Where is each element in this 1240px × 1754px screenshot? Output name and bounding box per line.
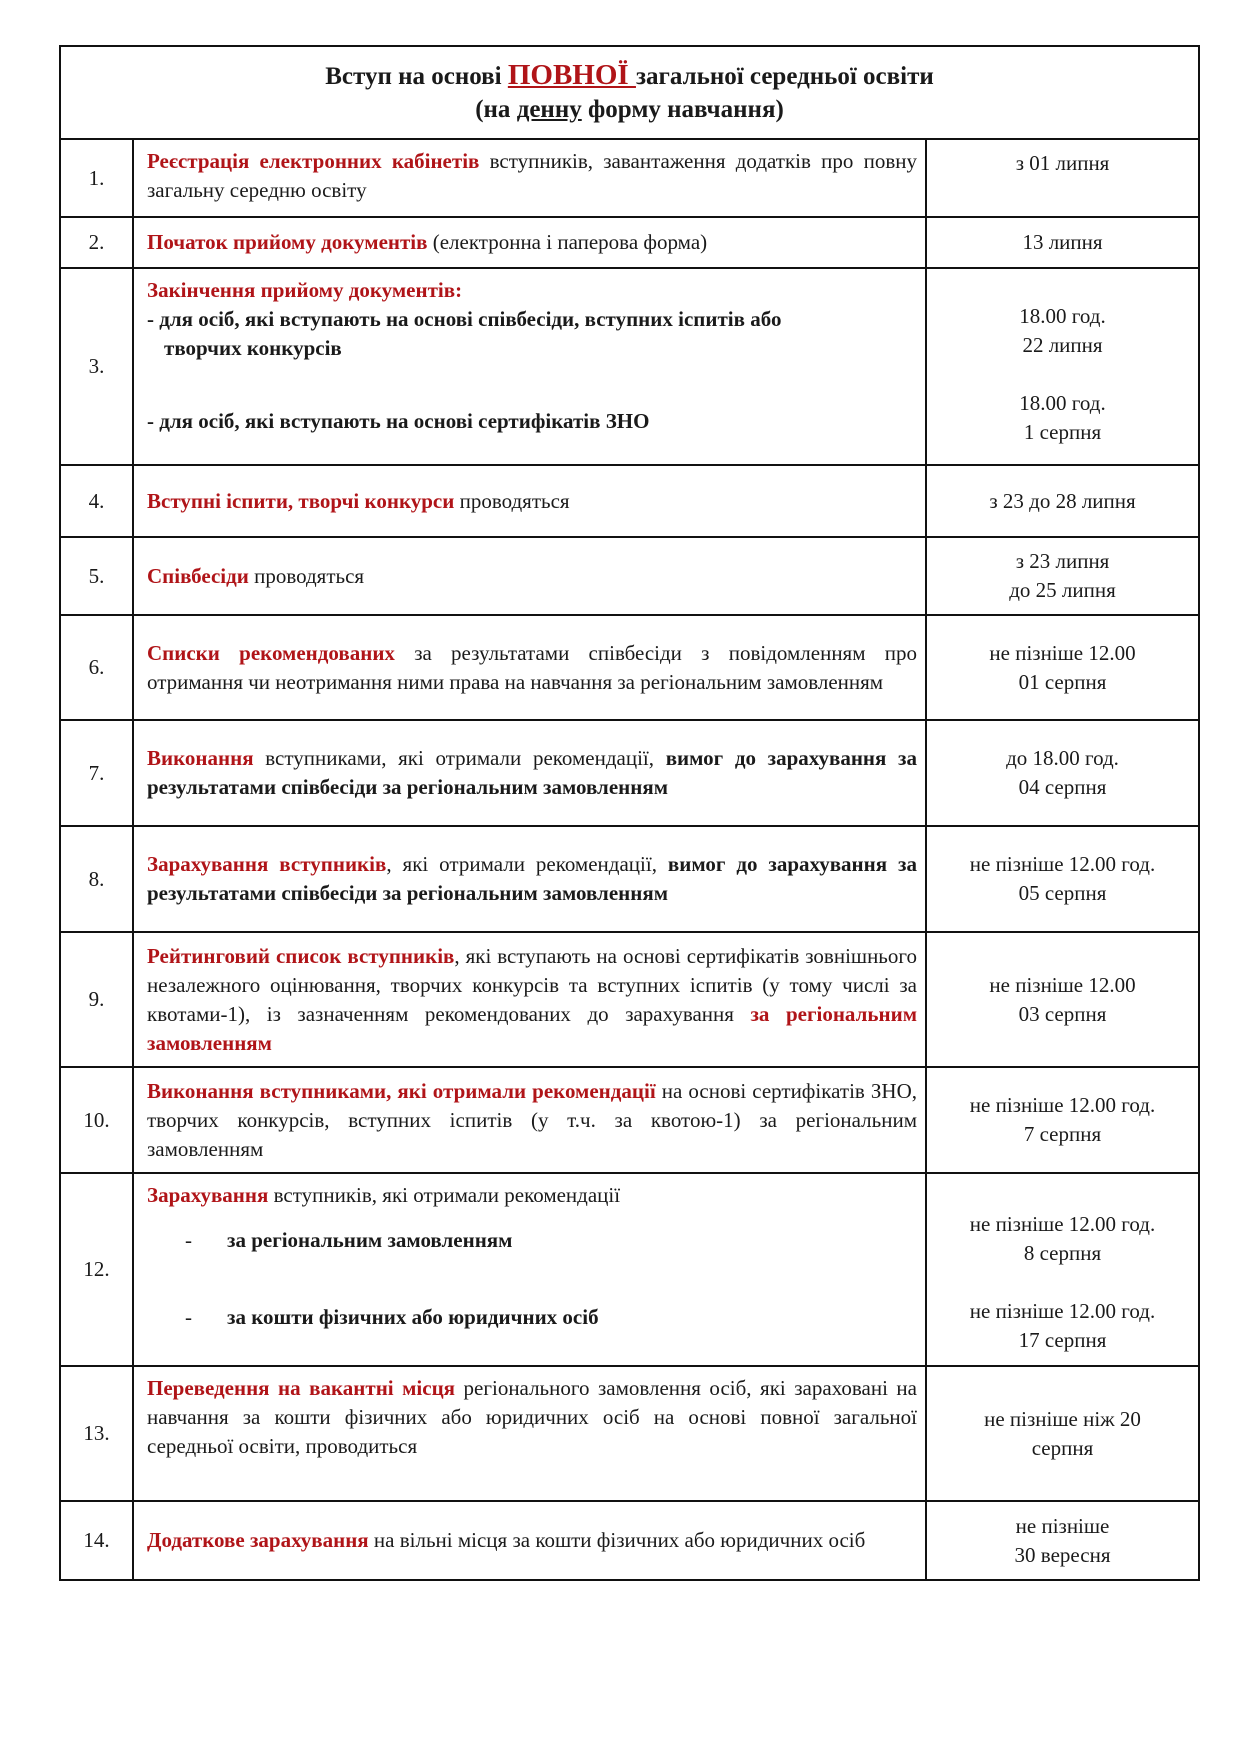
row-description: Зарахування вступників, які отримали рекомендації, вимог до зарахування за результатами співбесіди за регіональним замовленням — [133, 826, 926, 932]
table-title-row — [60, 46, 1199, 139]
admission-schedule-table — [59, 45, 1200, 1581]
row-date: не пізніше 12.00 год. 8 серпня не пізніше 12.00 год. 17 серпня — [926, 1173, 1199, 1366]
row-date: не пізніше 12.00 год. 05 серпня — [926, 826, 1199, 932]
row-date: не пізніше 12.00 03 серпня — [926, 932, 1199, 1067]
row-description: Виконання вступниками, які отримали рекомендації, вимог до зарахування за результатами співбесіди за регіональним замовленням — [133, 720, 926, 826]
row-number: 10. — [60, 1067, 133, 1173]
title-text: Вступ на основі — [325, 63, 508, 90]
subtitle-text: форму навчання) — [581, 96, 784, 123]
table-row — [60, 1067, 1199, 1173]
row-description: Зарахування вступників, які отримали рекомендації - за регіональним замовленням - за кошти фізичних або юридичних осіб — [133, 1173, 926, 1366]
row-number: 6. — [60, 615, 133, 720]
table-row — [60, 826, 1199, 932]
row-number: 9. — [60, 932, 133, 1067]
table-row — [60, 1501, 1199, 1580]
row-date: з 23 липня до 25 липня — [926, 537, 1199, 615]
row-date: до 18.00 год. 04 серпня — [926, 720, 1199, 826]
row-date: не пізніше 12.00 01 серпня — [926, 615, 1199, 720]
row-description: Реєстрація електронних кабінетів вступників, завантаження додатків про повну загальну середню освіту — [133, 139, 926, 217]
row-number: 8. — [60, 826, 133, 932]
row-description: Початок прийому документів (електронна і паперова форма) — [133, 217, 926, 268]
row-description: Закінчення прийому документів: - для осіб, які вступають на основі співбесіди, вступних іспитів або творчих конкурсів - для осіб, які вступають на основі сертифікатів ЗНО — [133, 268, 926, 465]
row-number: 3. — [60, 268, 133, 465]
table-row — [60, 217, 1199, 268]
subtitle-underline: денну — [516, 96, 582, 123]
table-row — [60, 615, 1199, 720]
title-highlight: ПОВНОЇ — [507, 59, 636, 91]
row-date: з 01 липня — [926, 139, 1199, 217]
row-number: 13. — [60, 1366, 133, 1501]
row-number: 12. — [60, 1173, 133, 1366]
row-number: 5. — [60, 537, 133, 615]
row-description: Додаткове зарахування на вільні місця за кошти фізичних або юридичних осіб — [133, 1501, 926, 1580]
row-date: не пізніше 12.00 год. 7 серпня — [926, 1067, 1199, 1173]
row-date: з 23 до 28 липня — [926, 465, 1199, 537]
row-date: 13 липня — [926, 217, 1199, 268]
table-row — [60, 932, 1199, 1067]
table-title — [60, 46, 1199, 139]
table-row — [60, 1366, 1199, 1501]
row-description: Переведення на вакантні місця регіонального замовлення осіб, які зараховані на навчання за кошти фізичних або юридичних осіб на основі повної загальної середньої освіти, проводиться — [133, 1366, 926, 1501]
table-row — [60, 537, 1199, 615]
row-description: Співбесіди проводяться — [133, 537, 926, 615]
row-description: Виконання вступниками, які отримали рекомендації на основі сертифікатів ЗНО, творчих конкурсів, вступних іспитів (у т.ч. за квотою-1) за регіональним замовленням — [133, 1067, 926, 1173]
row-date: не пізніше 30 вересня — [926, 1501, 1199, 1580]
table-row — [60, 268, 1199, 465]
row-number: 14. — [60, 1501, 133, 1580]
table-row — [60, 139, 1199, 217]
table-row — [60, 720, 1199, 826]
table-row — [60, 465, 1199, 537]
row-number: 2. — [60, 217, 133, 268]
title-text: загальної середньої освіти — [635, 63, 934, 90]
row-number: 7. — [60, 720, 133, 826]
row-description: Рейтинговий список вступників, які вступають на основі сертифікатів зовнішнього незалежного оцінювання, творчих конкурсів та вступних іспитів (у тому числі за квотами-1), із зазначенням рекомендованих до зарахування за регіональним замовленням — [133, 932, 926, 1067]
row-description: Списки рекомендованих за результатами співбесіди з повідомленням про отримання чи неотримання ними права на навчання за регіональним замовленням — [133, 615, 926, 720]
row-number: 4. — [60, 465, 133, 537]
row-date: 18.00 год. 22 липня 18.00 год. 1 серпня — [926, 268, 1199, 465]
row-number: 1. — [60, 139, 133, 217]
row-date: не пізніше ніж 20 серпня — [926, 1366, 1199, 1501]
subtitle-text: (на — [475, 96, 517, 123]
table-row — [60, 1173, 1199, 1366]
row-description: Вступні іспити, творчі конкурси проводяться — [133, 465, 926, 537]
